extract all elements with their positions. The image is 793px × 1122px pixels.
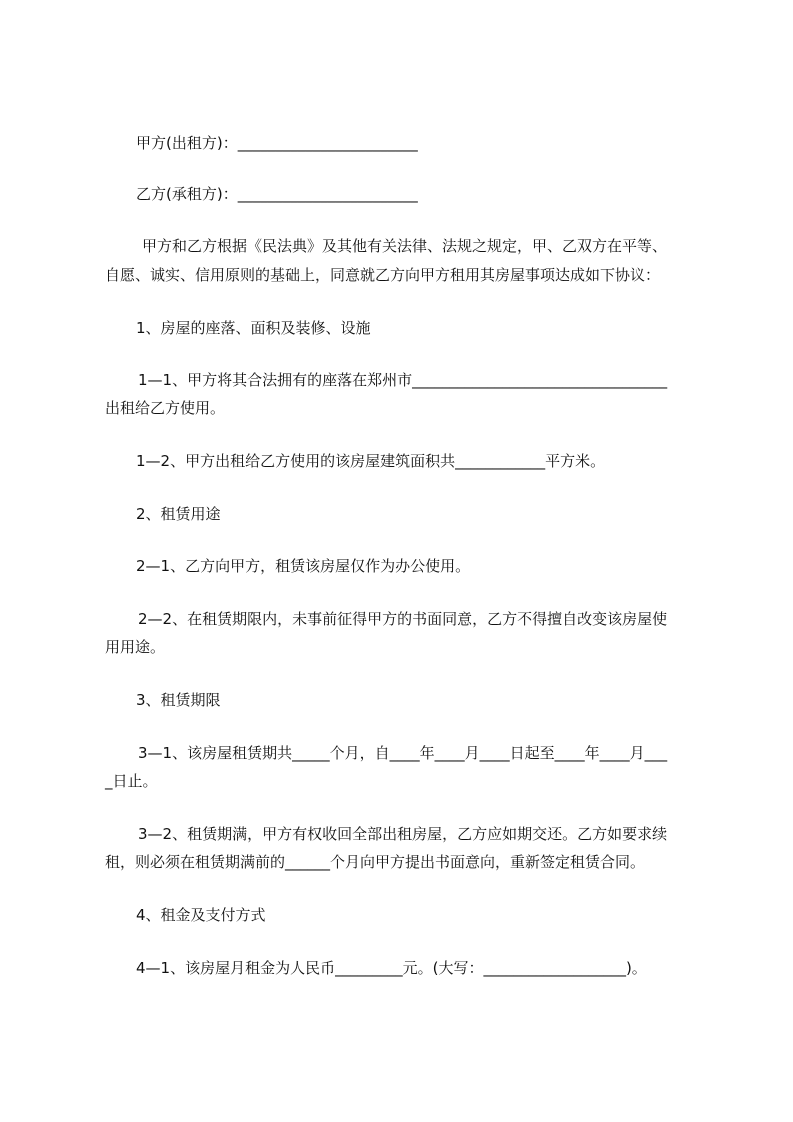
clause-2-2-line-1: 2—2、在租赁期限内，未事前征得甲方的书面同意，乙方不得擅自改变该房屋使 [138,610,668,628]
section-2-title: 2、租赁用途 [136,505,221,523]
clause-3-1-line-1: 3—1、该房屋租赁期共_____个月，自____年____月____日起至____年____月___ [138,744,668,762]
clause-3-1-line-2: _日止。 [105,772,158,790]
clause-4-1: 4—1、该房屋月租金为人民币_________元。(大写：___________________)。 [136,959,647,977]
clause-2-1: 2—1、乙方向甲方，租赁该房屋仅作为办公使用。 [136,557,471,575]
intro-paragraph-line-1: 甲方和乙方根据《民法典》及其他有关法律、法规之规定，甲、乙双方在平等、 [142,237,668,255]
section-4-title: 4、租金及支付方式 [136,906,266,924]
clause-1-2: 1—2、甲方出租给乙方使用的该房屋建筑面积共____________平方米。 [136,452,606,470]
clause-1-1-line-1: 1—1、甲方将其合法拥有的座落在郑州市__________________________________ [138,371,668,389]
clause-1-1-line-2: 出租给乙方使用。 [105,399,226,417]
clause-3-2-line-2: 租，则必须在租赁期满前的______个月向甲方提出书面意向，重新签定租赁合同。 [105,853,646,871]
clause-3-2-line-1: 3—2、租赁期满，甲方有权收回全部出租房屋，乙方应如期交还。乙方如要求续 [138,825,668,843]
party-b-line: 乙方(承租方)：________________________ [136,185,418,203]
clause-2-2-line-2: 用用途。 [105,638,166,656]
section-3-title: 3、租赁期限 [136,691,221,709]
party-a-line: 甲方(出租方)：________________________ [136,134,418,152]
intro-paragraph-line-2: 自愿、诚实、信用原则的基础上，同意就乙方向甲方租用其房屋事项达成如下协议： [105,266,661,284]
section-1-title: 1、房屋的座落、面积及装修、设施 [136,319,371,337]
